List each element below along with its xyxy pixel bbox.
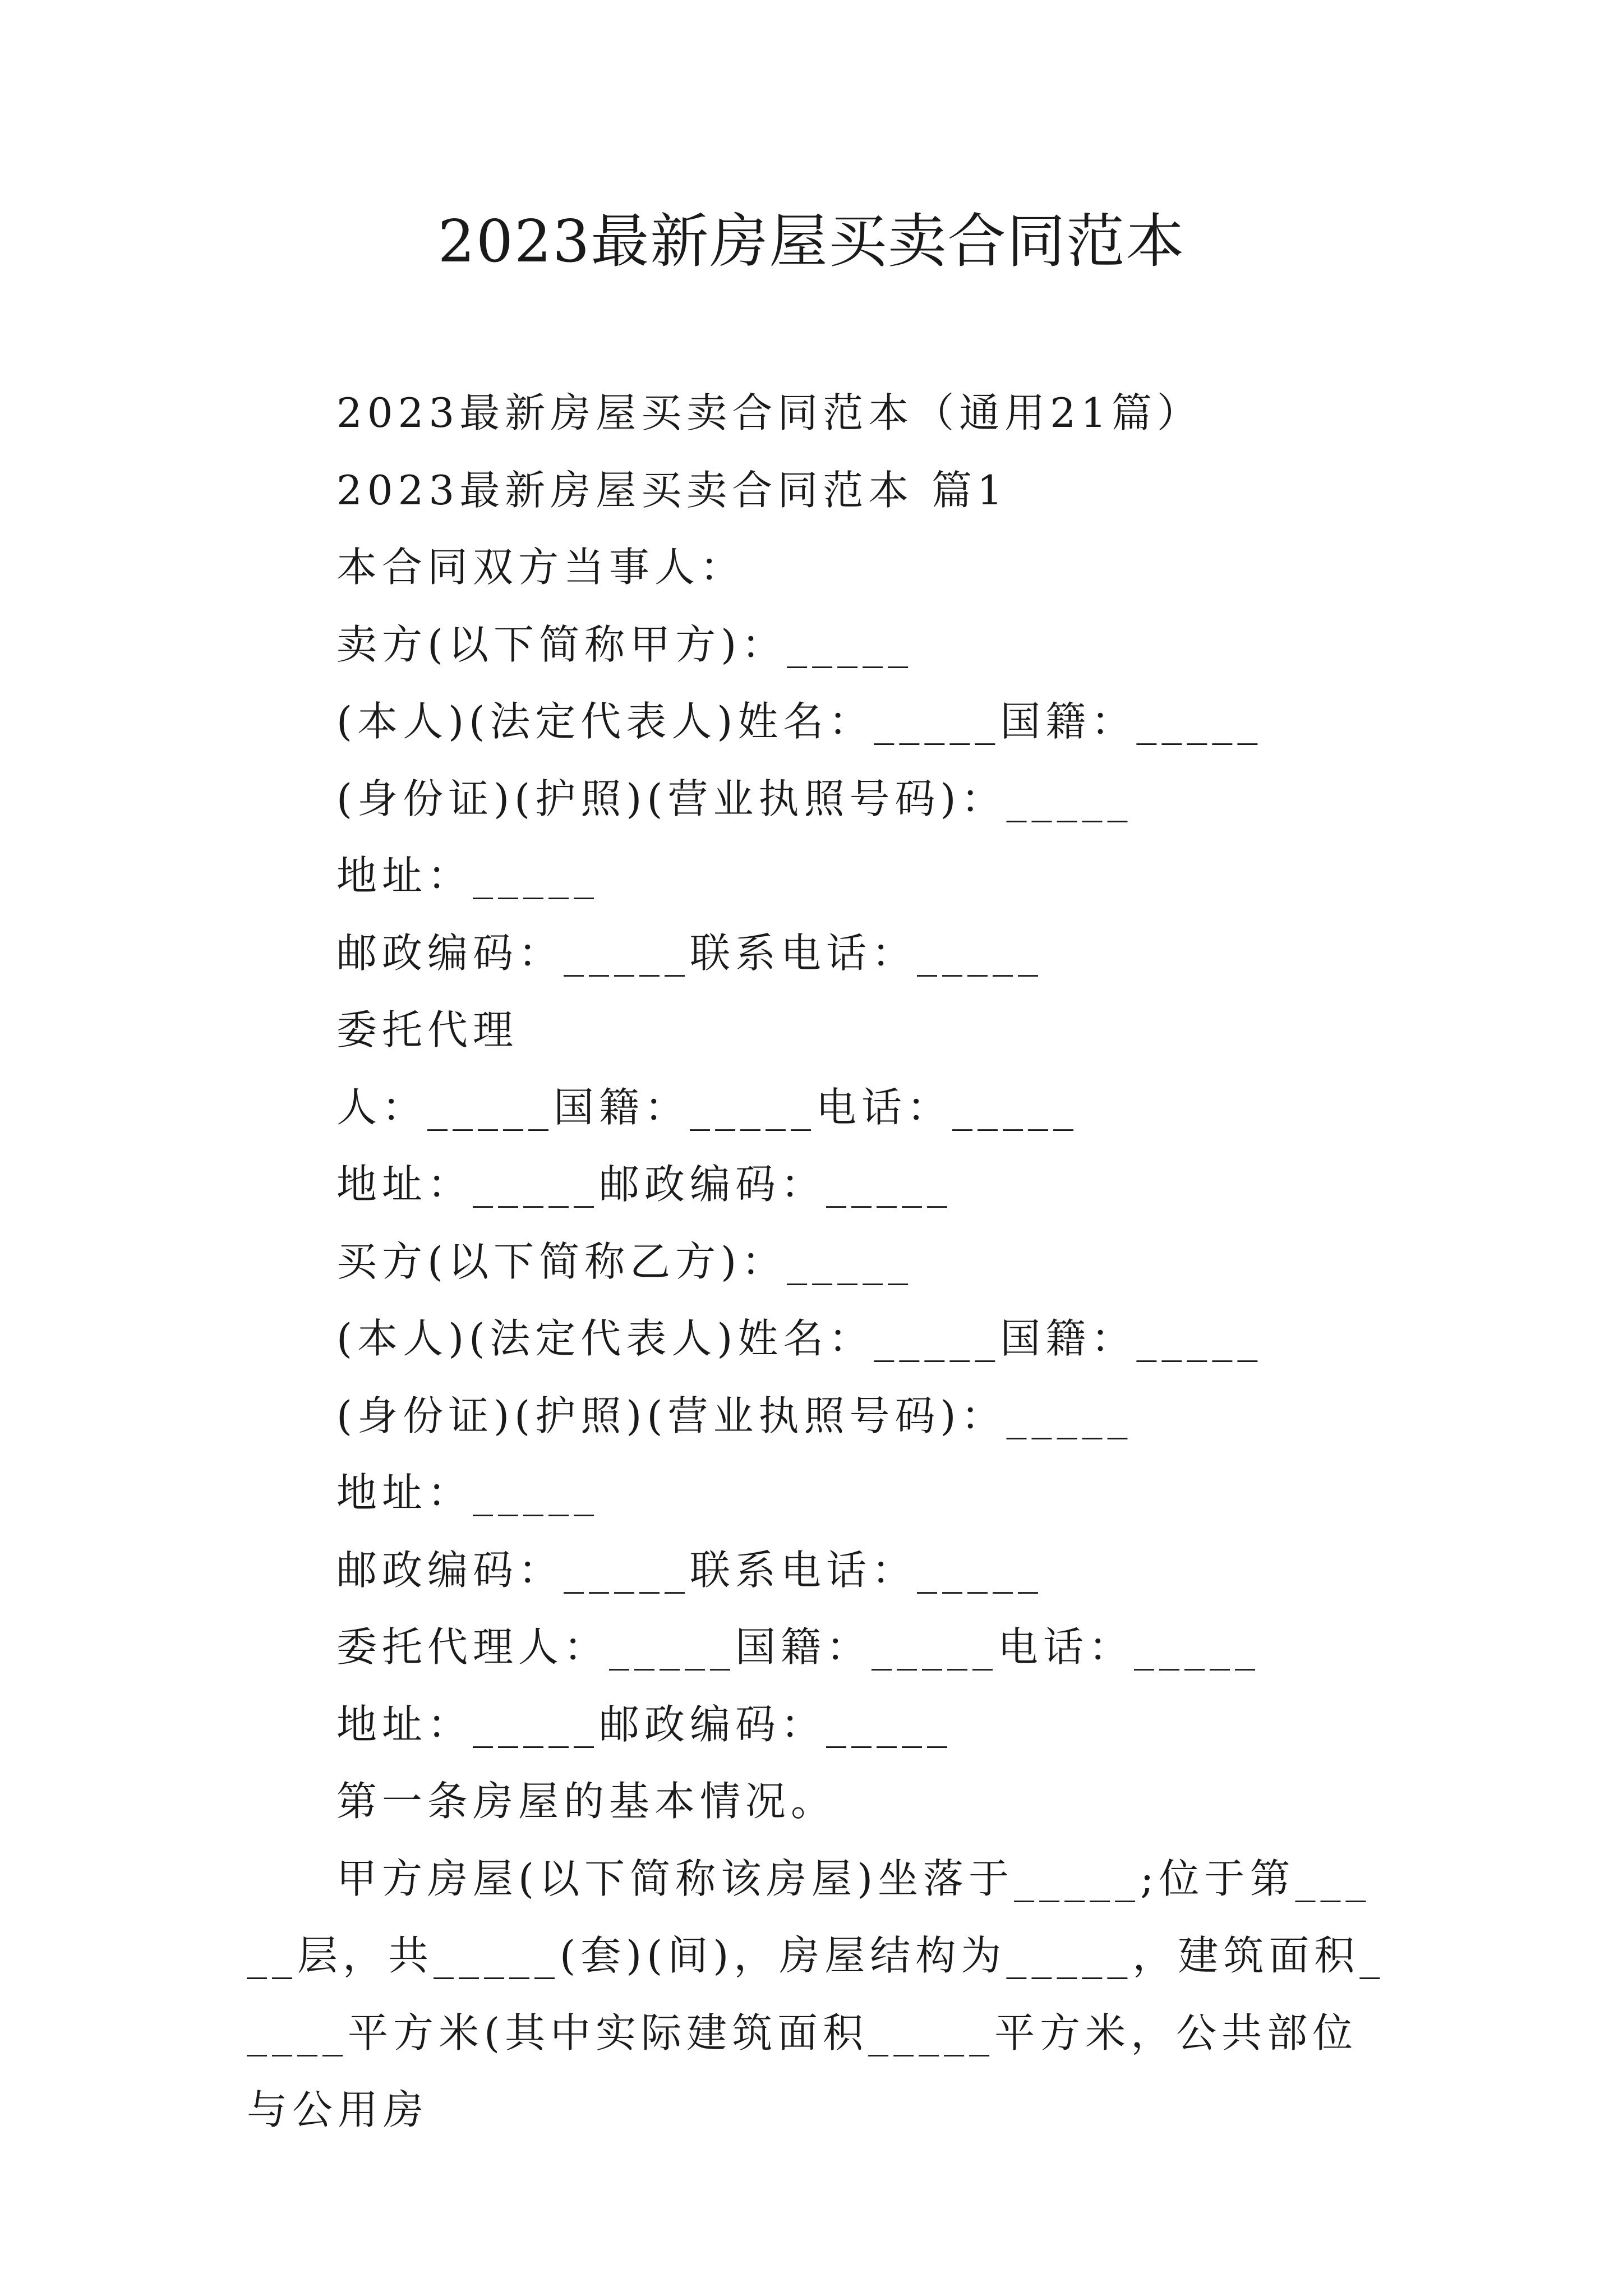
document-paragraph: 卖方(以下简称甲方)：_____ [336, 620, 914, 668]
document-body [247, 375, 1391, 2149]
document-paragraph: 邮政编码：_____联系电话：_____ [336, 1546, 1044, 1594]
document-paragraph: 委托代理人：_____国籍：_____电话：_____ [336, 1623, 1261, 1671]
document-paragraph: (本人)(法定代表人)姓名：_____国籍：_____ [336, 1315, 1263, 1362]
document-paragraph: 人：_____国籍：_____电话：_____ [336, 1083, 1079, 1131]
document-paragraph: 2023最新房屋买卖合同范本（通用21篇） [336, 389, 1202, 436]
document-paragraph: 地址：_____邮政编码：_____ [336, 1700, 953, 1748]
document-paragraph: 2023最新房屋买卖合同范本 篇1 [336, 466, 1008, 514]
document-paragraph: 地址：_____邮政编码：_____ [336, 1161, 953, 1208]
document-paragraph: 邮政编码：_____联系电话：_____ [336, 929, 1044, 977]
document-paragraph: 本合同双方当事人： [336, 544, 746, 591]
document-paragraph: 甲方房屋(以下简称该房屋)坐落于_____;位于第_____层，共_____(套)(间)，房屋结构为_____，建筑面积_____平方米(其中实际建筑面积_____平方米，公共部位与公用房 [247, 1855, 1385, 2133]
document-paragraph: 委托代理 [336, 1006, 519, 1053]
document-paragraph: (身份证)(护照)(营业执照号码)：_____ [336, 775, 1133, 822]
document-title: 2023最新房屋买卖合同范本 [437, 207, 1186, 275]
document-paragraph: 地址：_____ [336, 852, 600, 899]
document-paragraph: 地址：_____ [336, 1469, 600, 1516]
document-paragraph: 买方(以下简称乙方)：_____ [336, 1237, 914, 1285]
document-paragraph: 第一条房屋的基本情况。 [336, 1778, 837, 1825]
document-paragraph: (身份证)(护照)(营业执照号码)：_____ [336, 1392, 1133, 1439]
document-paragraph: (本人)(法定代表人)姓名：_____国籍：_____ [336, 698, 1263, 745]
